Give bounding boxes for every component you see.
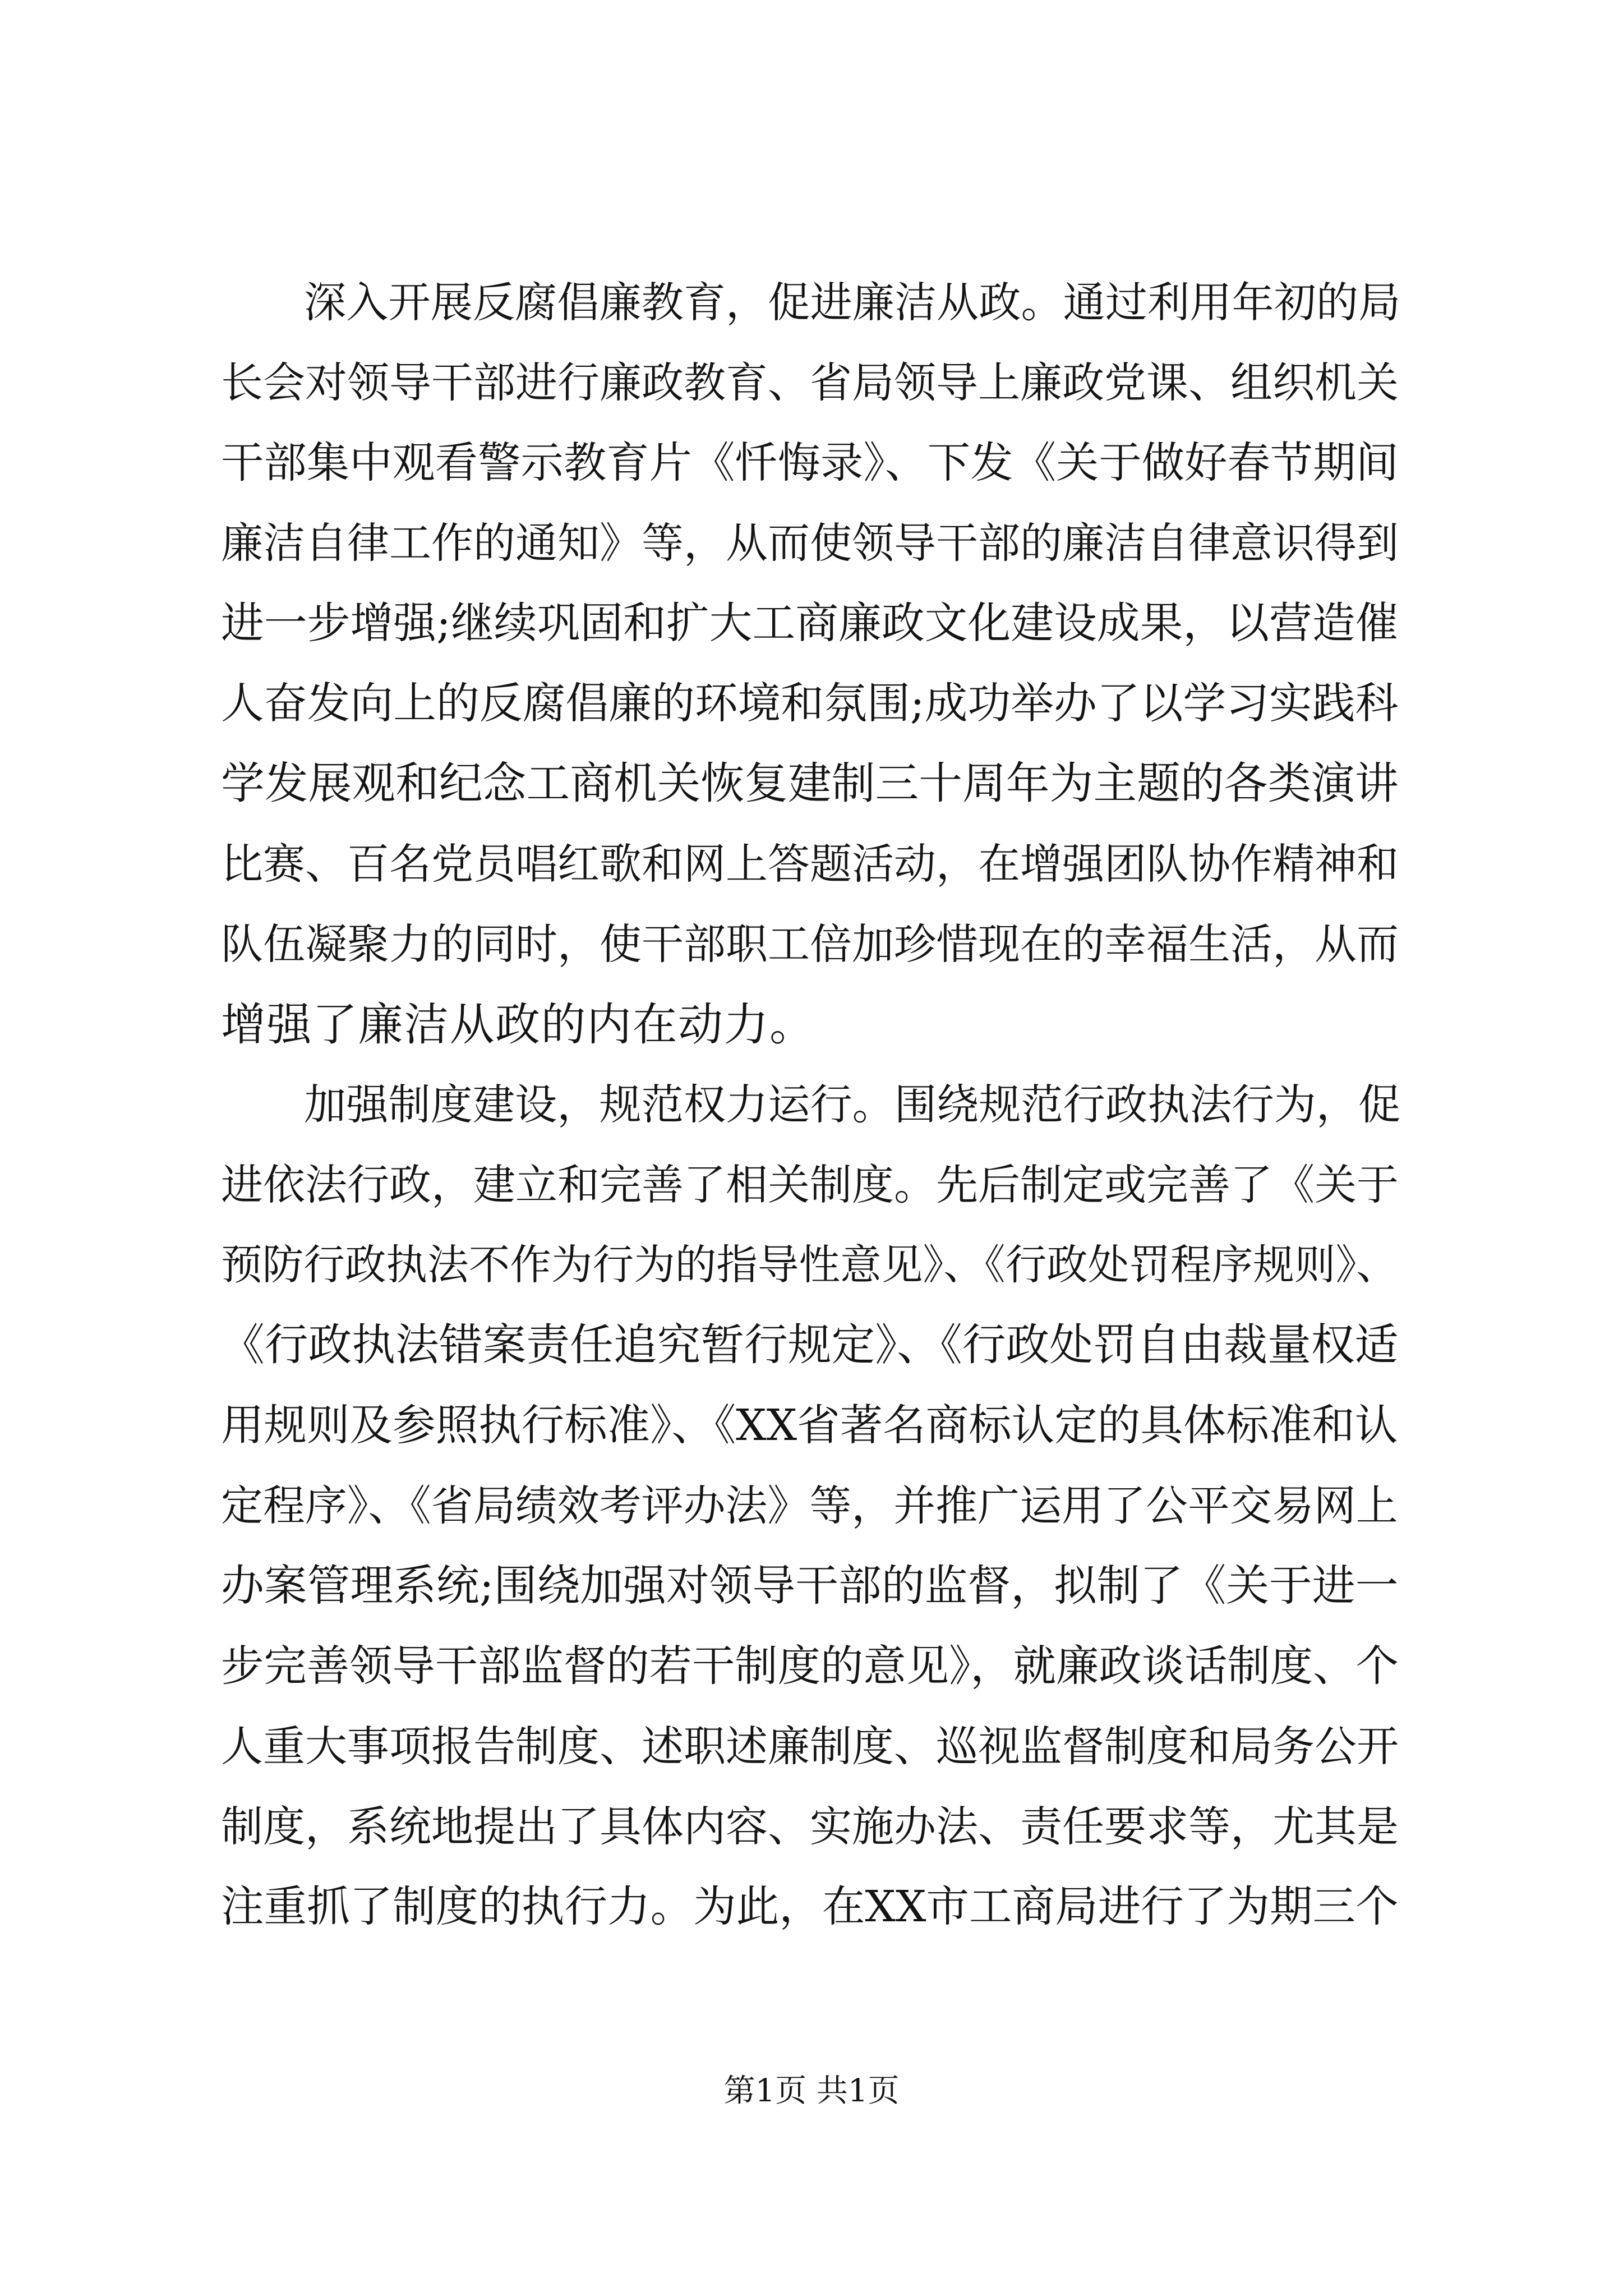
paragraph-line: 人重大事项报告制度、述职述廉制度、巡视监督制度和局务公开	[221, 1722, 1399, 1771]
paragraph-line: 步完善领导干部监督的若干制度的意见》，就廉政谈话制度、个	[221, 1641, 1399, 1691]
paragraph-line: 定程序》、《省局绩效考评办法》等，并推广运用了公平交易网上	[221, 1481, 1398, 1530]
page-number-footer: 第1页 共1页	[723, 2073, 900, 2109]
paragraph-line: 人奋发向上的反腐倡廉的环境和氛围;成功举办了以学习实践科	[221, 679, 1399, 729]
paragraph-line: 进依法行政，建立和完善了相关制度。先后制定或完善了《关于	[221, 1160, 1399, 1209]
paragraph-line: 廉洁自律工作的通知》等，从而使领导干部的廉洁自律意识得到	[221, 518, 1399, 568]
document-body	[221, 263, 1421, 1947]
paragraph-line: 加强制度建设，规范权力运行。围绕规范行政执法行为，促	[304, 1080, 1401, 1129]
paragraph-line: 《行政执法错案责任追究暂行规定》、《行政处罚自由裁量权适	[221, 1320, 1399, 1370]
paragraph-line: 增强了廉洁从政的内在动力。	[221, 999, 815, 1051]
paragraph-line: 深入开展反腐倡廉教育，促进廉洁从政。通过利用年初的局	[304, 278, 1401, 327]
paragraph-line: 预防行政执法不作为行为的指导性意见》、《行政处罚程序规则》、	[221, 1241, 1398, 1289]
paragraph-line: 注重抓了制度的执行力。为此，在XX市工商局进行了为期三个	[221, 1882, 1399, 1932]
paragraph-line: 长会对领导干部进行廉政教育、省局领导上廉政党课、组织机关	[221, 358, 1399, 407]
paragraph-line: 比赛、百名党员唱红歌和网上答题活动，在增强团队协作精神和	[221, 839, 1399, 889]
paragraph-line: 用规则及参照执行标准》、《XX省著名商标认定的具体标准和认	[221, 1401, 1398, 1451]
paragraph-line: 制度，系统地提出了具体内容、实施办法、责任要求等，尤其是	[221, 1802, 1399, 1851]
paragraph-line: 队伍凝聚力的同时，使干部职工倍加珍惜现在的幸福生活，从而	[221, 919, 1399, 969]
paragraph-line: 进一步增强;继续巩固和扩大工商廉政文化建设成果，以营造催	[221, 599, 1399, 648]
paragraph-line: 干部集中观看警示教育片《忏悔录》、下发《关于做好春节期间	[221, 438, 1399, 488]
paragraph-line: 学发展观和纪念工商机关恢复建制三十周年为主题的各类演讲	[221, 758, 1399, 809]
paragraph-line: 办案管理系统;围绕加强对领导干部的监督，拟制了《关于进一	[221, 1561, 1399, 1611]
